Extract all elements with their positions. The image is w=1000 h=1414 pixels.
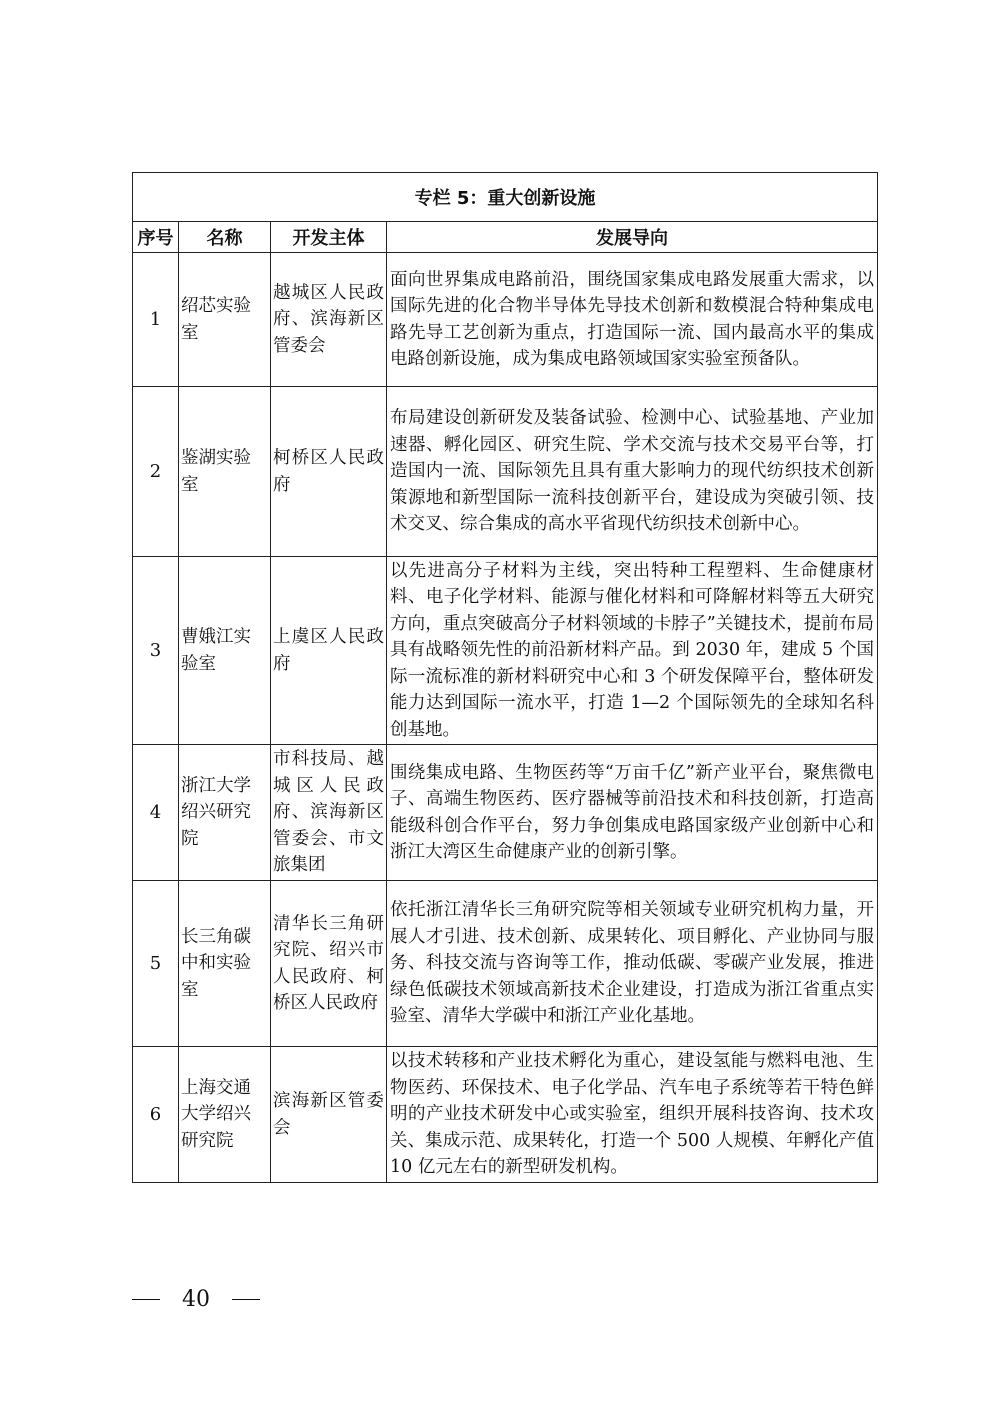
row-name: 浙江大学绍兴研究院: [179, 745, 271, 881]
row-name: 上海交通大学绍兴研究院: [179, 1047, 271, 1183]
innovation-facilities-table-container: [132, 172, 878, 1183]
table-row: [133, 881, 878, 1047]
row-developer: 上虞区人民政府: [271, 557, 387, 745]
row-direction: 依托浙江清华长三角研究院等相关领域专业研究机构力量，开展人才引进、技术创新、成果转化、项目孵化、产业协同与服务、科技交流与咨询等工作，推动低碳、零碳产业发展，推进绿色低碳技术领域高新技术企业建设，打造成为浙江省重点实验室、清华大学碳中和浙江产业化基地。: [387, 881, 878, 1047]
row-number: 1: [133, 253, 179, 387]
footer-dash-right: [232, 1299, 260, 1300]
row-number: 6: [133, 1047, 179, 1183]
row-name: 绍芯实验室: [179, 253, 271, 387]
row-developer: 柯桥区人民政府: [271, 387, 387, 557]
row-direction: 布局建设创新研发及装备试验、检测中心、试验基地、产业加速器、孵化园区、研究生院、学术交流与技术交易平台等，打造国内一流、国际领先且具有重大影响力的现代纺织技术创新策源地和新型国际一流科技创新平台，建设成为突破引领、技术交叉、综合集成的高水平省现代纺织技术创新中心。: [387, 387, 878, 557]
row-name: 鉴湖实验室: [179, 387, 271, 557]
row-developer: 滨海新区管委会: [271, 1047, 387, 1183]
table-row: [133, 557, 878, 745]
table-row: [133, 253, 878, 387]
row-direction: 以先进高分子材料为主线，突出特种工程塑料、生命健康材料、电子化学材料、能源与催化材料和可降解材料等五大研究方向，重点突破高分子材料领域的卡脖子”关键技术，提前布局具有战略领先性的前沿新材料产品。到 2030 年，建成 5 个国际一流标准的新材料研究中心和 3 个研发保障平台，整体研发能力达到国际一流水平，打造 1—2 个国际领先的全球知名科创基地。: [387, 557, 878, 745]
header-developer: 开发主体: [271, 222, 387, 253]
row-developer: 市科技局、越城区人民政府、滨海新区管委会、市文旅集团: [271, 745, 387, 881]
row-developer: 清华长三角研究院、绍兴市人民政府、柯桥区人民政府: [271, 881, 387, 1047]
row-number: 3: [133, 557, 179, 745]
innovation-facilities-table: [132, 172, 878, 1183]
header-direction: 发展导向: [387, 222, 878, 253]
row-developer: 越城区人民政府、滨海新区管委会: [271, 253, 387, 387]
table-row: [133, 1047, 878, 1183]
table-row: [133, 387, 878, 557]
row-name: 长三角碳中和实验室: [179, 881, 271, 1047]
row-direction: 以技术转移和产业技术孵化为重心，建设氢能与燃料电池、生物医药、环保技术、电子化学品、汽车电子系统等若干特色鲜明的产业技术研发中心或实验室，组织开展科技咨询、技术攻关、集成示范、成果转化，打造一个 500 人规模、年孵化产值 10 亿元左右的新型研发机构。: [387, 1047, 878, 1183]
table-header-row: [133, 222, 878, 253]
table-row: [133, 745, 878, 881]
row-direction: 围绕集成电路、生物医药等“万亩千亿”新产业平台，聚焦微电子、高端生物医药、医疗器械等前沿技术和科技创新，打造高能级科创合作平台，努力争创集成电路国家级产业创新中心和浙江大湾区生命健康产业的创新引擎。: [387, 745, 878, 881]
table-title: 专栏 5：重大创新设施: [133, 173, 878, 222]
row-direction: 面向世界集成电路前沿，围绕国家集成电路发展重大需求，以国际先进的化合物半导体先导技术创新和数模混合特种集成电路先导工艺创新为重点，打造国际一流、国内最高水平的集成电路创新设施，成为集成电路领域国家实验室预备队。: [387, 253, 878, 387]
page-number: 40: [182, 1286, 210, 1312]
row-name: 曹娥江实验室: [179, 557, 271, 745]
header-no: 序号: [133, 222, 179, 253]
row-number: 4: [133, 745, 179, 881]
row-number: 5: [133, 881, 179, 1047]
header-name: 名称: [179, 222, 271, 253]
footer-dash-left: [132, 1299, 160, 1300]
page-footer: [132, 1284, 260, 1314]
row-number: 2: [133, 387, 179, 557]
